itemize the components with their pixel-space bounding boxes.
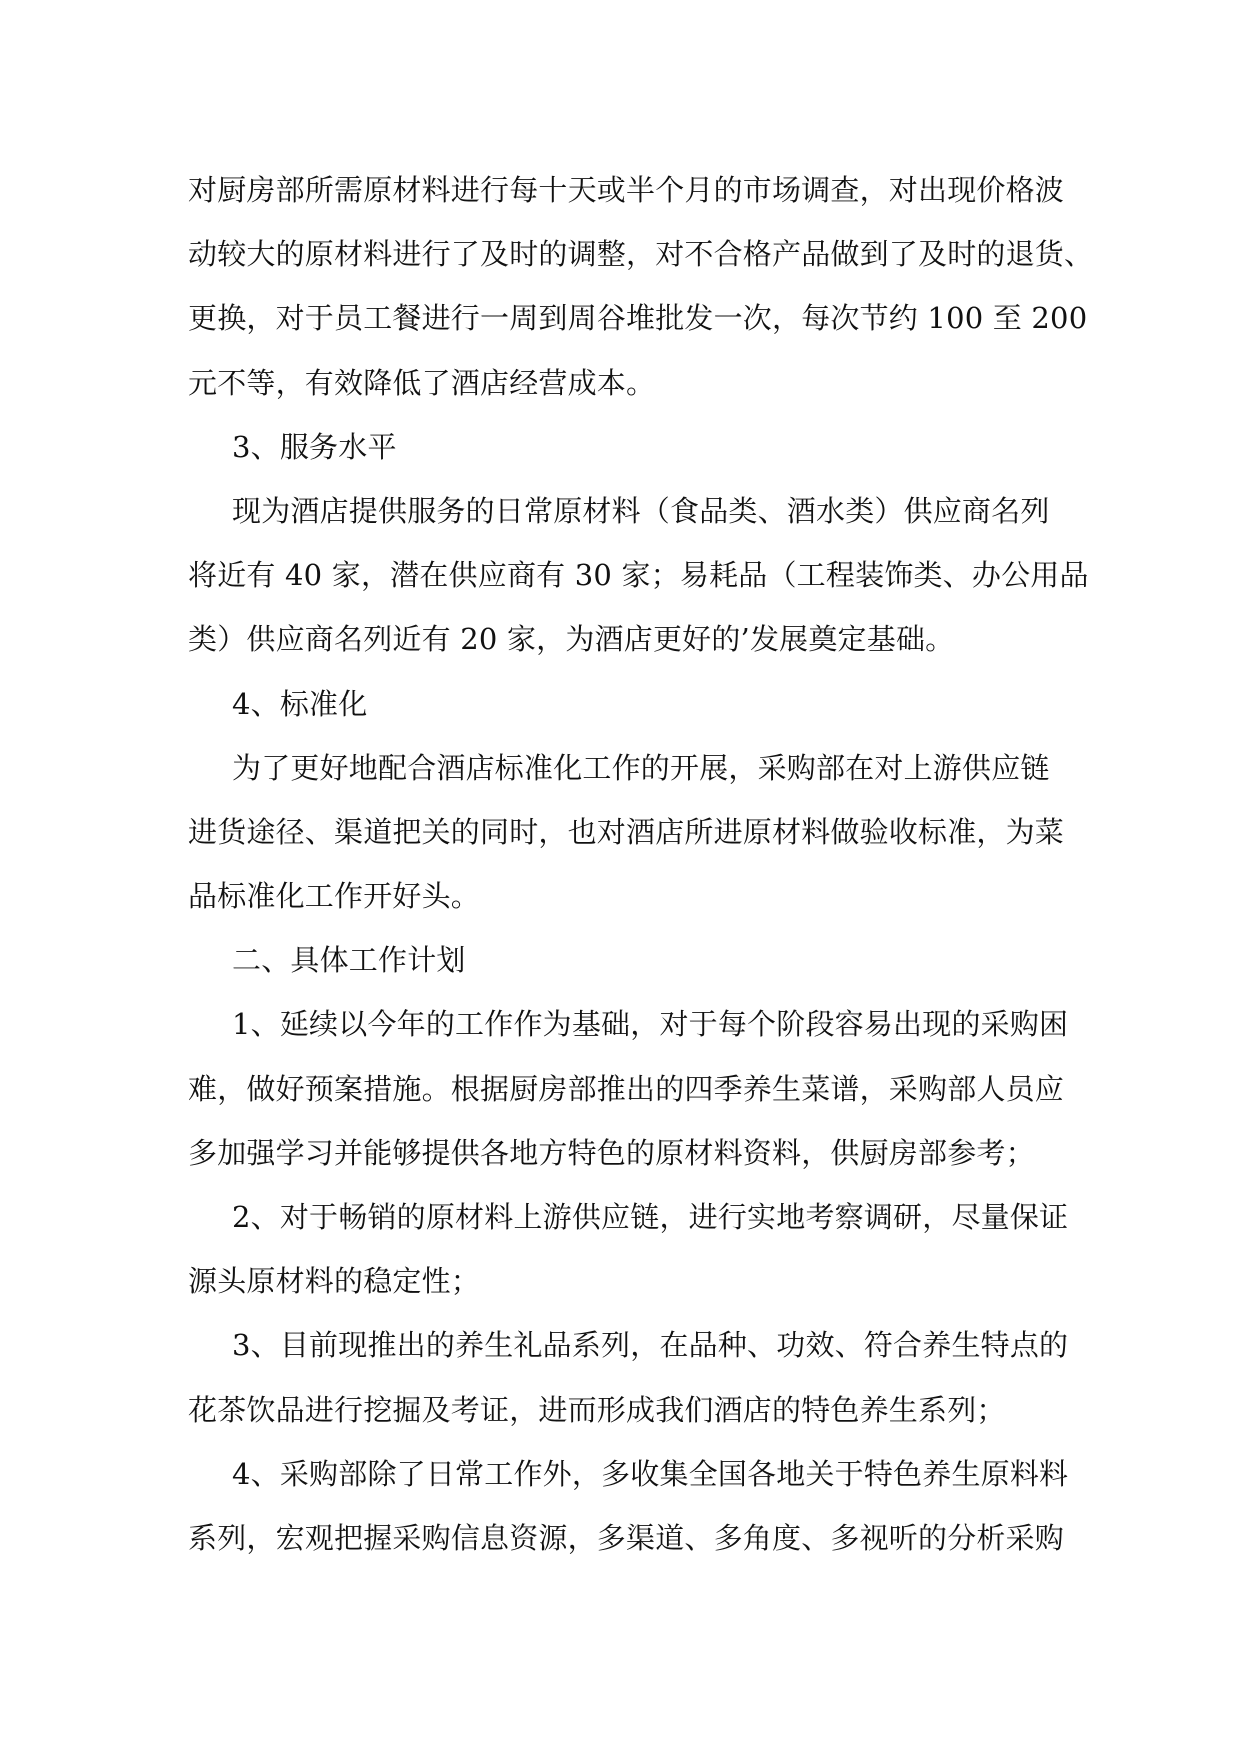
text-line: 二、具体工作计划 <box>232 943 466 978</box>
text-line: 1、延续以今年的工作作为基础，对于每个阶段容易出现的采购困 <box>232 1007 1069 1042</box>
text-line: 现为酒店提供服务的日常原材料（食品类、酒水类）供应商名列 <box>232 493 1050 528</box>
text-line: 动较大的原材料进行了及时的调整，对不合格产品做到了及时的退货、 <box>188 237 1094 272</box>
text-line: 对厨房部所需原材料进行每十天或半个月的市场调查，对出现价格波 <box>188 173 1065 207</box>
text-line: 将近有 40 家，潜在供应商有 30 家；易耗品（工程装饰类、办公用品 <box>188 558 1089 593</box>
text-line: 系列，宏观把握采购信息资源，多渠道、多角度、多视听的分析采购 <box>188 1520 1065 1555</box>
text-line: 更换，对于员工餐进行一周到周谷堆批发一次，每次节约 100 至 200 <box>188 301 1088 336</box>
text-line: 4、采购部除了日常工作外，多收集全国各地关于特色养生原料料 <box>232 1456 1069 1491</box>
text-line: 难，做好预案措施。根据厨房部推出的四季养生菜谱，采购部人员应 <box>188 1071 1065 1106</box>
text-line: 进货途径、渠道把关的同时，也对酒店所进原材料做验收标准，为菜 <box>188 814 1065 849</box>
text-line: 花茶饮品进行挖掘及考证，进而形成我们酒店的特色养生系列； <box>188 1392 1006 1427</box>
text-line: 品标准化工作开好头。 <box>188 879 481 914</box>
text-line: 4、标准化 <box>232 686 368 721</box>
text-line: 2、对于畅销的原材料上游供应链，进行实地考察调研，尽量保证 <box>232 1200 1069 1234</box>
text-line: 多加强学习并能够提供各地方特色的原材料资料，供厨房部参考； <box>188 1135 1035 1170</box>
text-line: 源头原材料的稳定性； <box>188 1264 481 1299</box>
text-line: 类）供应商名列近有 20 家，为酒店更好的’发展奠定基础。 <box>188 622 955 657</box>
text-line: 元不等，有效降低了酒店经营成本。 <box>188 365 656 400</box>
text-line: 3、目前现推出的养生礼品系列，在品种、功效、符合养生特点的 <box>232 1328 1069 1363</box>
document-body <box>188 158 1094 1570</box>
text-line: 3、服务水平 <box>232 429 397 464</box>
text-line: 为了更好地配合酒店标准化工作的开展，采购部在对上游供应链 <box>232 750 1050 785</box>
